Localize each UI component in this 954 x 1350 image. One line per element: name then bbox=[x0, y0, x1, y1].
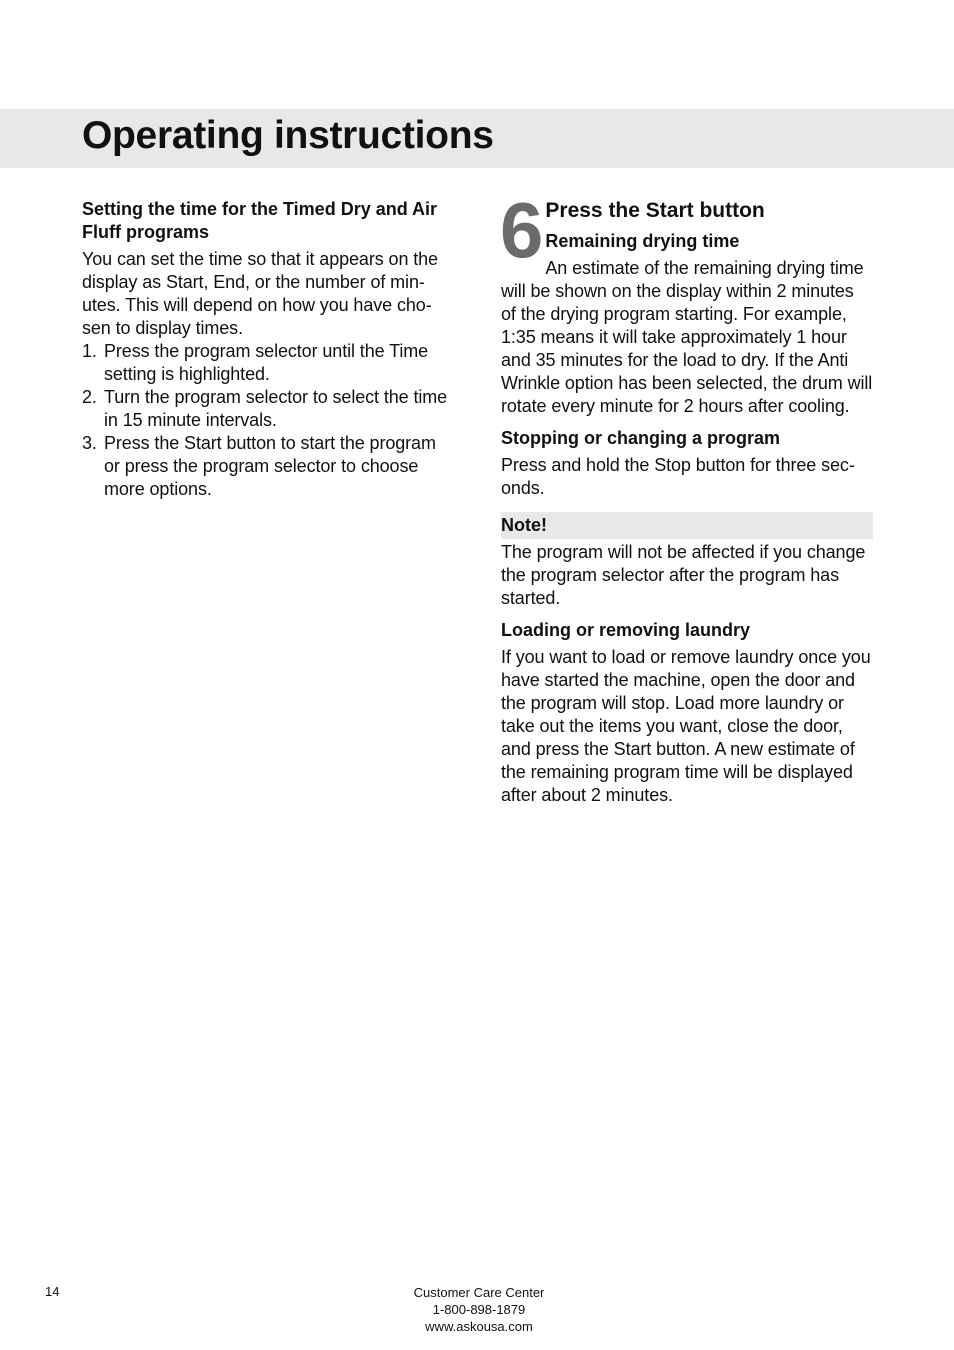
remaining-time-heading: Remaining drying time bbox=[545, 231, 740, 251]
stopping-text: Press and hold the Stop button for three sec-onds. bbox=[501, 455, 855, 498]
list-item: 3. Press the Start button to start the program or press the program selector to choose more options. bbox=[82, 433, 436, 499]
loading-text: If you want to load or remove laundry once you have started the machine, open the door and the program will stop. Load more laundry or take out the items you want, close the door, and press the Start button. A new estimate of the remaining program time will be displayed after about 2 minutes. bbox=[501, 647, 871, 805]
remaining-time-text: An estimate of the remaining drying time will be shown on the display within 2 minutes of the drying program starting. For example, 1:35 means it will take approximately 1 hour and 35 minutes for the load to dry. If the Anti Wrinkle option has been selected, the drum will rotate every minute for 2 hours after cooling. bbox=[501, 258, 873, 416]
page-number: 14 bbox=[45, 1284, 60, 1299]
note-text: The program will not be affected if you change the program selector after the program has started. bbox=[501, 542, 866, 608]
step-number: 6 bbox=[500, 186, 542, 274]
footer-website: www.askousa.com bbox=[425, 1319, 533, 1334]
note-heading: Note! bbox=[501, 515, 547, 535]
list-item: 2. Turn the program selector to select the time in 15 minute intervals. bbox=[82, 387, 448, 430]
loading-heading: Loading or removing laundry bbox=[501, 620, 751, 640]
right-column bbox=[500, 186, 873, 807]
timed-dry-steps bbox=[82, 340, 456, 501]
page-title: Operating instructions bbox=[82, 114, 494, 157]
footer-phone: 1-800-898-1879 bbox=[432, 1302, 526, 1317]
footer-line-1: Customer Care Center bbox=[413, 1285, 545, 1300]
timed-dry-heading: Setting the time for the Timed Dry and Air Fluff programs bbox=[82, 199, 438, 242]
list-item: 1. Press the program selector until the Time setting is highlighted. bbox=[82, 341, 429, 384]
timed-dry-intro: You can set the time so that it appears on the display as Start, End, or the number of min-utes. This will depend on how you have cho-sen to display times. bbox=[82, 249, 438, 338]
step-title: Press the Start button bbox=[545, 199, 765, 222]
footer-contact bbox=[379, 1284, 579, 1335]
left-column bbox=[82, 198, 456, 501]
note-box bbox=[501, 512, 873, 539]
stopping-heading: Stopping or changing a program bbox=[501, 428, 780, 448]
